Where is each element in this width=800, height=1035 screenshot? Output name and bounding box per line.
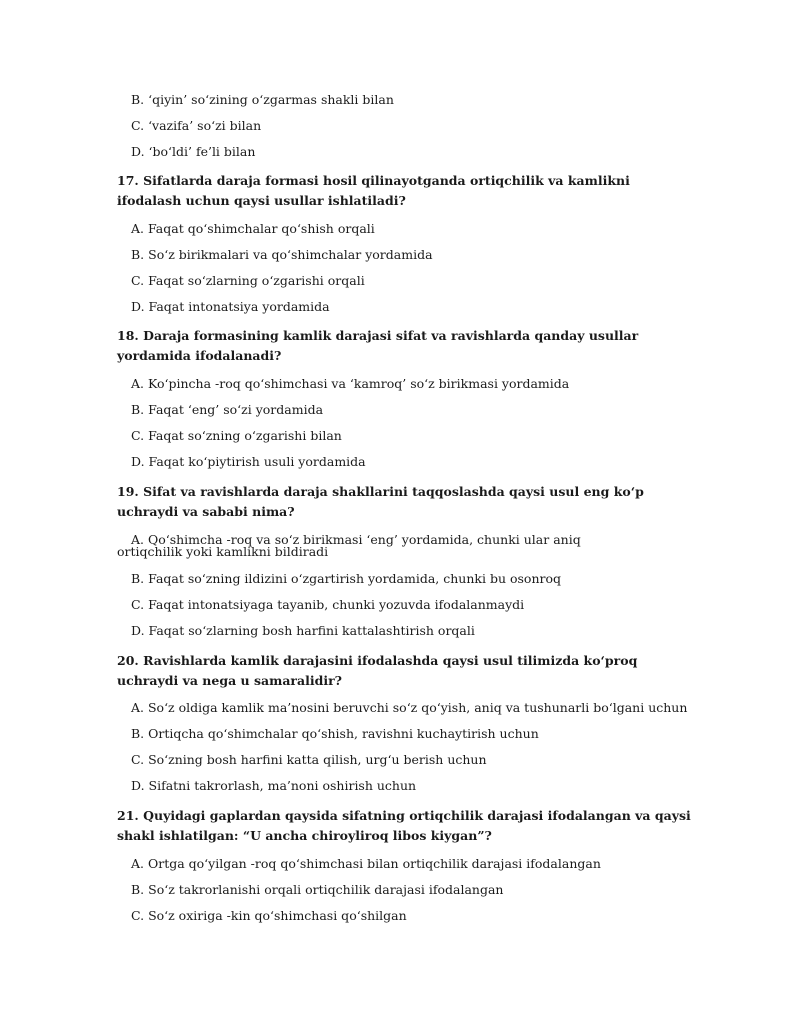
option-b: B. Ortiqcha qo‘shimchalar qo‘shish, ravishni kuchaytirish uchun [131, 726, 539, 741]
option-c: C. ‘vazifa’ so‘zi bilan [131, 118, 262, 133]
option-a: A. Faqat qo‘shimchalar qo‘shish orqali [131, 221, 375, 236]
question-17: 17. Sifatlarda daraja formasi hosil qilinayotganda ortiqchilik va kamlikni ifodalash uchun qaysi usullar ishlatiladi? [117, 173, 630, 208]
option-c: C. Faqat so‘zning o‘zgarishi bilan [131, 428, 342, 443]
option-b: B. ‘qiyin’ so‘zining o‘zgarmas shakli bilan [131, 92, 394, 107]
option-c: C. So‘zning bosh harfini katta qilish, urg‘u berish uchun [131, 752, 487, 767]
option-d: D. Faqat intonatsiya yordamida [131, 299, 330, 314]
option-c: C. So‘z oxiriga -kin qo‘shimchasi qo‘shilgan [131, 908, 407, 923]
option-c: C. Faqat so‘zlarning o‘zgarishi orqali [131, 273, 365, 288]
question-19: 19. Sifat va ravishlarda daraja shakllarini taqqoslashda qaysi usul eng ko‘p uchraydi va sababi nima? [117, 484, 644, 519]
option-a: A. Qo‘shimcha -roq va so‘z birikmasi ‘eng’ yordamida, chunki ular aniq ortiqchilik yoki kamlikni bildiradi [117, 532, 581, 559]
option-a: A. Ortga qo‘yilgan -roq qo‘shimchasi bilan ortiqchilik darajasi ifodalangan [131, 856, 601, 871]
option-d: D. Sifatni takrorlash, ma’noni oshirish uchun [131, 778, 417, 793]
option-d: D. Faqat ko‘piytirish usuli yordamida [131, 454, 366, 469]
question-21: 21. Quyidagi gaplardan qaysida sifatning ortiqchilik darajasi ifodalangan va qaysi shakl ishlatilgan: “U ancha chiroyliroq libos kiygan”? [117, 808, 691, 843]
question-18: 18. Daraja formasining kamlik darajasi sifat va ravishlarda qanday usullar yordamida ifodalanadi? [117, 328, 639, 363]
option-c: C. Faqat intonatsiyaga tayanib, chunki yozuvda ifodalanmaydi [131, 597, 525, 612]
option-d: D. ‘bo‘ldi’ fe’li bilan [131, 144, 256, 159]
option-b: B. Faqat ‘eng’ so‘zi yordamida [131, 402, 324, 417]
question-20: 20. Ravishlarda kamlik darajasini ifodalashda qaysi usul tilimizda ko‘proq uchraydi va nega u samaralidir? [117, 653, 638, 688]
option-b: B. So‘z birikmalari va qo‘shimchalar yordamida [131, 247, 433, 262]
option-d: D. Faqat so‘zlarning bosh harfini kattalashtirish orqali [131, 623, 475, 638]
option-b: B. Faqat so‘zning ildizini o‘zgartirish yordamida, chunki bu osonroq [131, 571, 561, 586]
option-a: A. So‘z oldiga kamlik ma’nosini beruvchi so‘z qo‘yish, aniq va tushunarli bo‘lgani uchun [131, 700, 688, 715]
option-b: B. So‘z takrorlanishi orqali ortiqchilik darajasi ifodalangan [131, 882, 504, 897]
option-a: A. Ko‘pincha -roq qo‘shimchasi va ‘kamroq’ so‘z birikmasi yordamida [131, 376, 570, 391]
